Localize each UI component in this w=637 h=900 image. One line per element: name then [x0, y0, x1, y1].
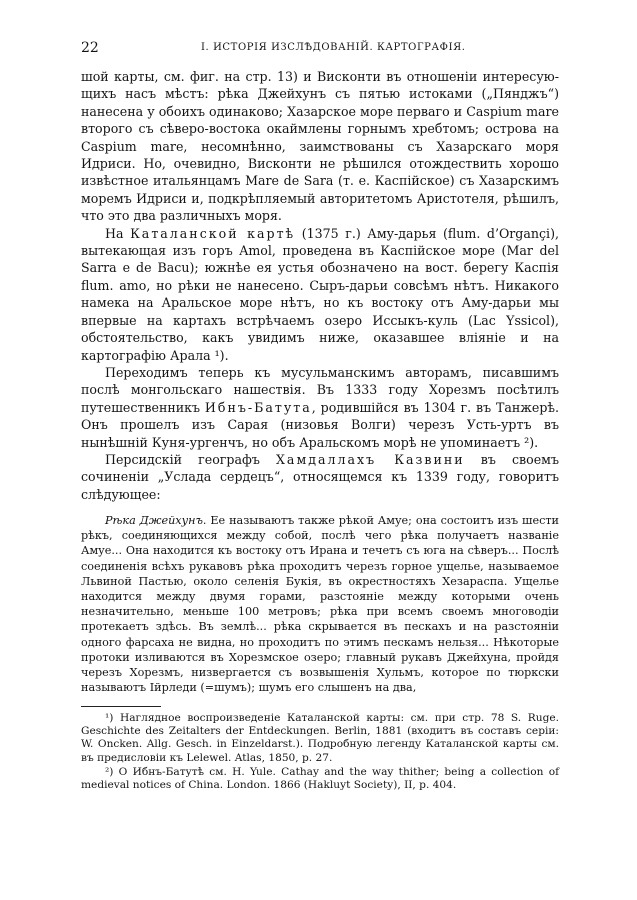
paragraph-4-text2: въ своемъ сочиненіи „Услада сердецъ“, относящемся къ 1339 году, говоритъ слѣдующее:: [81, 451, 559, 502]
footnotes: [81, 712, 559, 793]
quotation-text: Ее называютъ также рѣкой Амуе; она состоитъ изъ шести рѣкъ, соединяющихся между собой, послѣ чего рѣка получаетъ названіе Амуе... Она находится къ востоку отъ Ирана и течетъ съ юга на сѣверъ... Послѣ соединенія всѣхъ рукавовъ рѣка проходитъ черезъ горное ущелье, называемое Львиной Пастью, около селенія Букія, въ окрестностяхъ Хезараспа. Ущелье находится между двумя горами, разстояніе между которыми очень незначительно, меньше 100 метровъ; рѣка при всемъ своемъ многоводіи протекаетъ здѣсь. Въ землѣ... рѣка скрывается въ пескахъ и на разстояніи одного фарсаха не видна, но проходитъ по этимъ пескамъ нельзя... Нѣкоторые протоки изливаются въ Хорезмское озеро; главный рукавъ Джейхуна, пройдя черезъ Хорезмъ, низвергается съ возвышенія Хульмъ, которое по тюркски называютъ Ійрледи (=шумъ); шумъ его слышенъ на два,: [81, 514, 559, 695]
page-number: 22: [81, 40, 99, 56]
main-text: [81, 68, 559, 503]
paragraph-4-text: Персидскій географъ: [105, 451, 260, 467]
qazvini-name: Хамдаллахъ Казвини: [275, 451, 465, 467]
paragraph-2-lead: На: [105, 225, 124, 241]
catalan-map-term: Каталанской картѣ: [130, 225, 296, 241]
paragraph-3-text: Переходимъ теперь къ мусульманскимъ авторамъ, писавшимъ послѣ монгольскаго нашествія. Въ 1333 году Хорезмъ посѣтилъ путешественникъ: [81, 364, 559, 415]
page-header: [81, 40, 559, 58]
paragraph-4: [81, 451, 559, 503]
paragraph-3: [81, 364, 559, 451]
quotation-block: [81, 513, 559, 695]
footnote-1: ¹) Наглядное воспроизведеніе Каталанской карты: см. при стр. 78 S. Ruge. Geschichte des Zeitalters der Entdeckungen. Berlin, 1881 (входитъ въ составъ серіи: W. Oncken. Allg. Gesch. in Einzeldarst.). Подробную легенду Каталанской карты см. въ предисловіи къ Lelewel. Atlas, 1850, p. 27.: [81, 712, 559, 764]
paragraph-2-text: (1375 г.) Аму-дарья (flum. d’Organçi), вытекающая изъ горъ Amol, проведена въ Каспійское море (Mar del Sarra e de Bacu); южнѣе ея устья обозначено на вост. берегу Каспія flum. amo, но рѣки не нанесено. Сыръ-дарьи совсѣмъ нѣтъ. Никакого намека на Аральское море нѣтъ, но къ востоку отъ Аму-дарьи мы впервые на картахъ встрѣчаемъ озеро Иссыкъ-куль (Lac Yssicol), обстоятельство, какъ увидимъ ниже, оказавшее вліяніе и на картографію Арала ¹).: [81, 225, 559, 363]
quotation-paragraph: [81, 513, 559, 695]
running-head: I. ИСТОРІЯ ИЗСЛѢДОВАНІЙ. КАРТОГРАФІЯ.: [201, 42, 466, 53]
paragraph-2: [81, 225, 559, 364]
footnote-2: ²) О Ибнъ-Батутѣ см. H. Yule. Cathay and the way thither; being a collection of medieval notices of China. London. 1866 (Hakluyt Society), II, p. 404.: [81, 765, 559, 792]
paragraph-1: шой карты, см. фиг. на стр. 13) и Висконти въ отношеніи интересую-щихъ насъ мѣстъ: рѣка Джейхунъ съ пятью истоками („Пянджъ“) нанесена у обоихъ одинаково; Хазарское море перваго и Caspium mare второго съ сѣверо-востока окаймлены горнымъ хребтомъ; острова на Caspium mare, несомнѣнно, заимствованы съ Хазарскаго моря Идриси. Но, очевидно, Висконти не рѣшился отождествить хорошо извѣстное итальянцамъ Mare de Sara (т. е. Каспійское) съ Хазарскимъ моремъ Идриси и, подкрѣпляемый авторитетомъ Аристотеля, рѣшилъ, что это два различныхъ моря.: [81, 69, 559, 224]
footnote-rule: [81, 706, 161, 707]
ibn-batuta-name: Ибнъ-Батута: [204, 399, 312, 415]
paragraph-3-text2: , родившійся въ 1304 г. въ Танжерѣ. Онъ прошелъ изъ Сарая (низовья Волги) черезъ Усть-уртъ въ нынѣшній Куня-ургенчъ, но объ Аральскомъ морѣ не упоминаетъ ²).: [81, 399, 559, 450]
quotation-lead: Рѣка Джейхунъ.: [105, 514, 207, 527]
